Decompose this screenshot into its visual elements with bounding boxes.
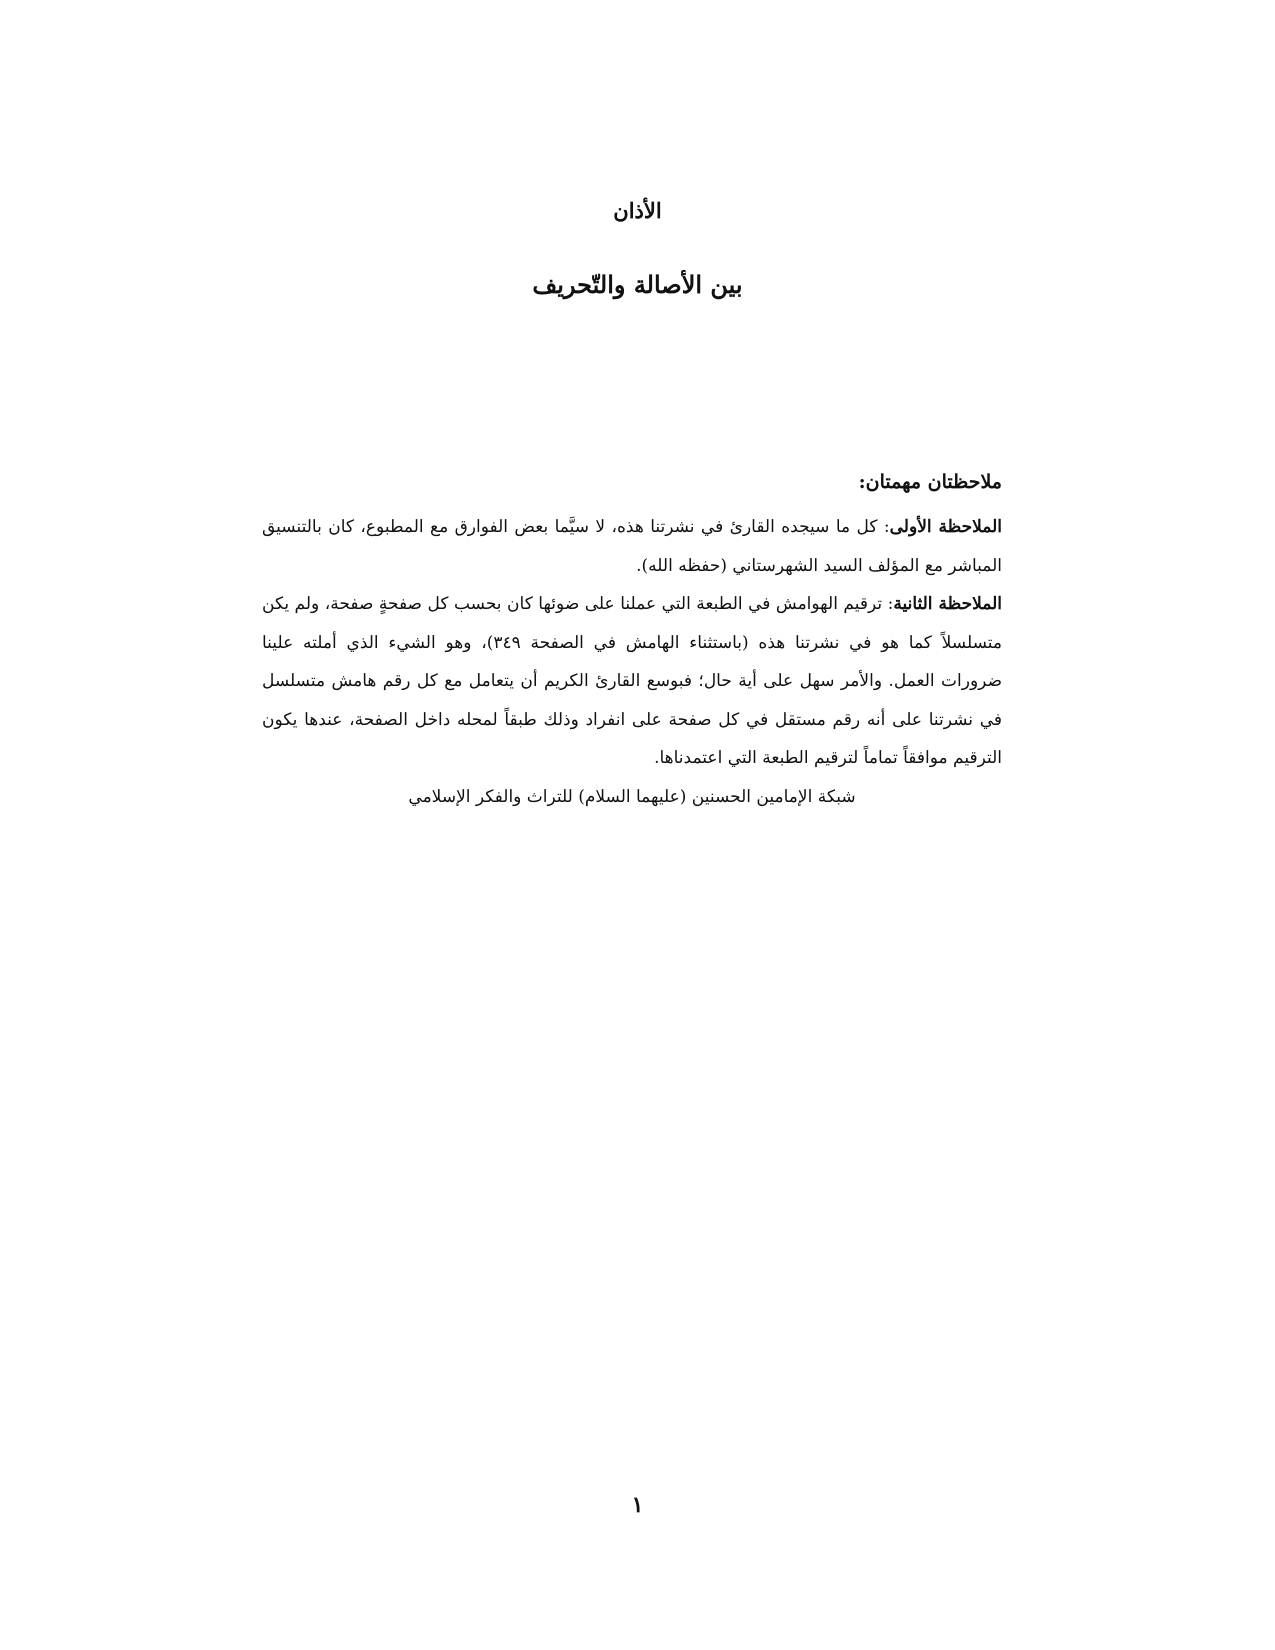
note-second (262, 585, 1002, 778)
note-first-label: الملاحظة الأولى (889, 517, 1002, 537)
notes-section (262, 462, 1002, 816)
note-first-text: : كل ما سيجده القارئ في نشرتنا هذه، لا سيَّما بعض الفوارق مع المطبوع، كان بالتنسيق المباشر مع المؤلف السيد الشهرستاني (حفظه الله). (262, 517, 1002, 576)
note-second-label: الملاحظة الثانية (893, 594, 1002, 614)
note-second-text: : ترقيم الهوامش في الطبعة التي عملنا على ضوئها كان بحسب كل صفحةٍ صفحة، ولم يكن متسلسلاً كما هو في نشرتنا هذه (باستثناء الهامش في الصفحة ٣٤٩)، وهو الشيء الذي أملته علينا ضرورات العمل. والأمر سهل على أية حال؛ فبوسع القارئ الكريم أن يتعامل مع كل رقم هامش متسلسل في نشرتنا على أنه رقم مستقل في كل صفحة على انفراد وذلك طبقاً لمحله داخل الصفحة، عندها يكون الترقيم موافقاً تماماً لترقيم الطبعة التي اعتمدناها. (262, 594, 1002, 768)
document-title: الأذان (613, 198, 662, 223)
document-subtitle: بين الأصالة والتّحريف (532, 270, 743, 299)
notes-heading: ملاحظتان مهمتان: (858, 471, 1002, 493)
publisher-signature: شبكة الإمامين الحسنين (عليهما السلام) للتراث والفكر الإسلامي (408, 786, 856, 807)
note-first (262, 508, 1002, 585)
page-number: ١ (631, 1492, 644, 1518)
